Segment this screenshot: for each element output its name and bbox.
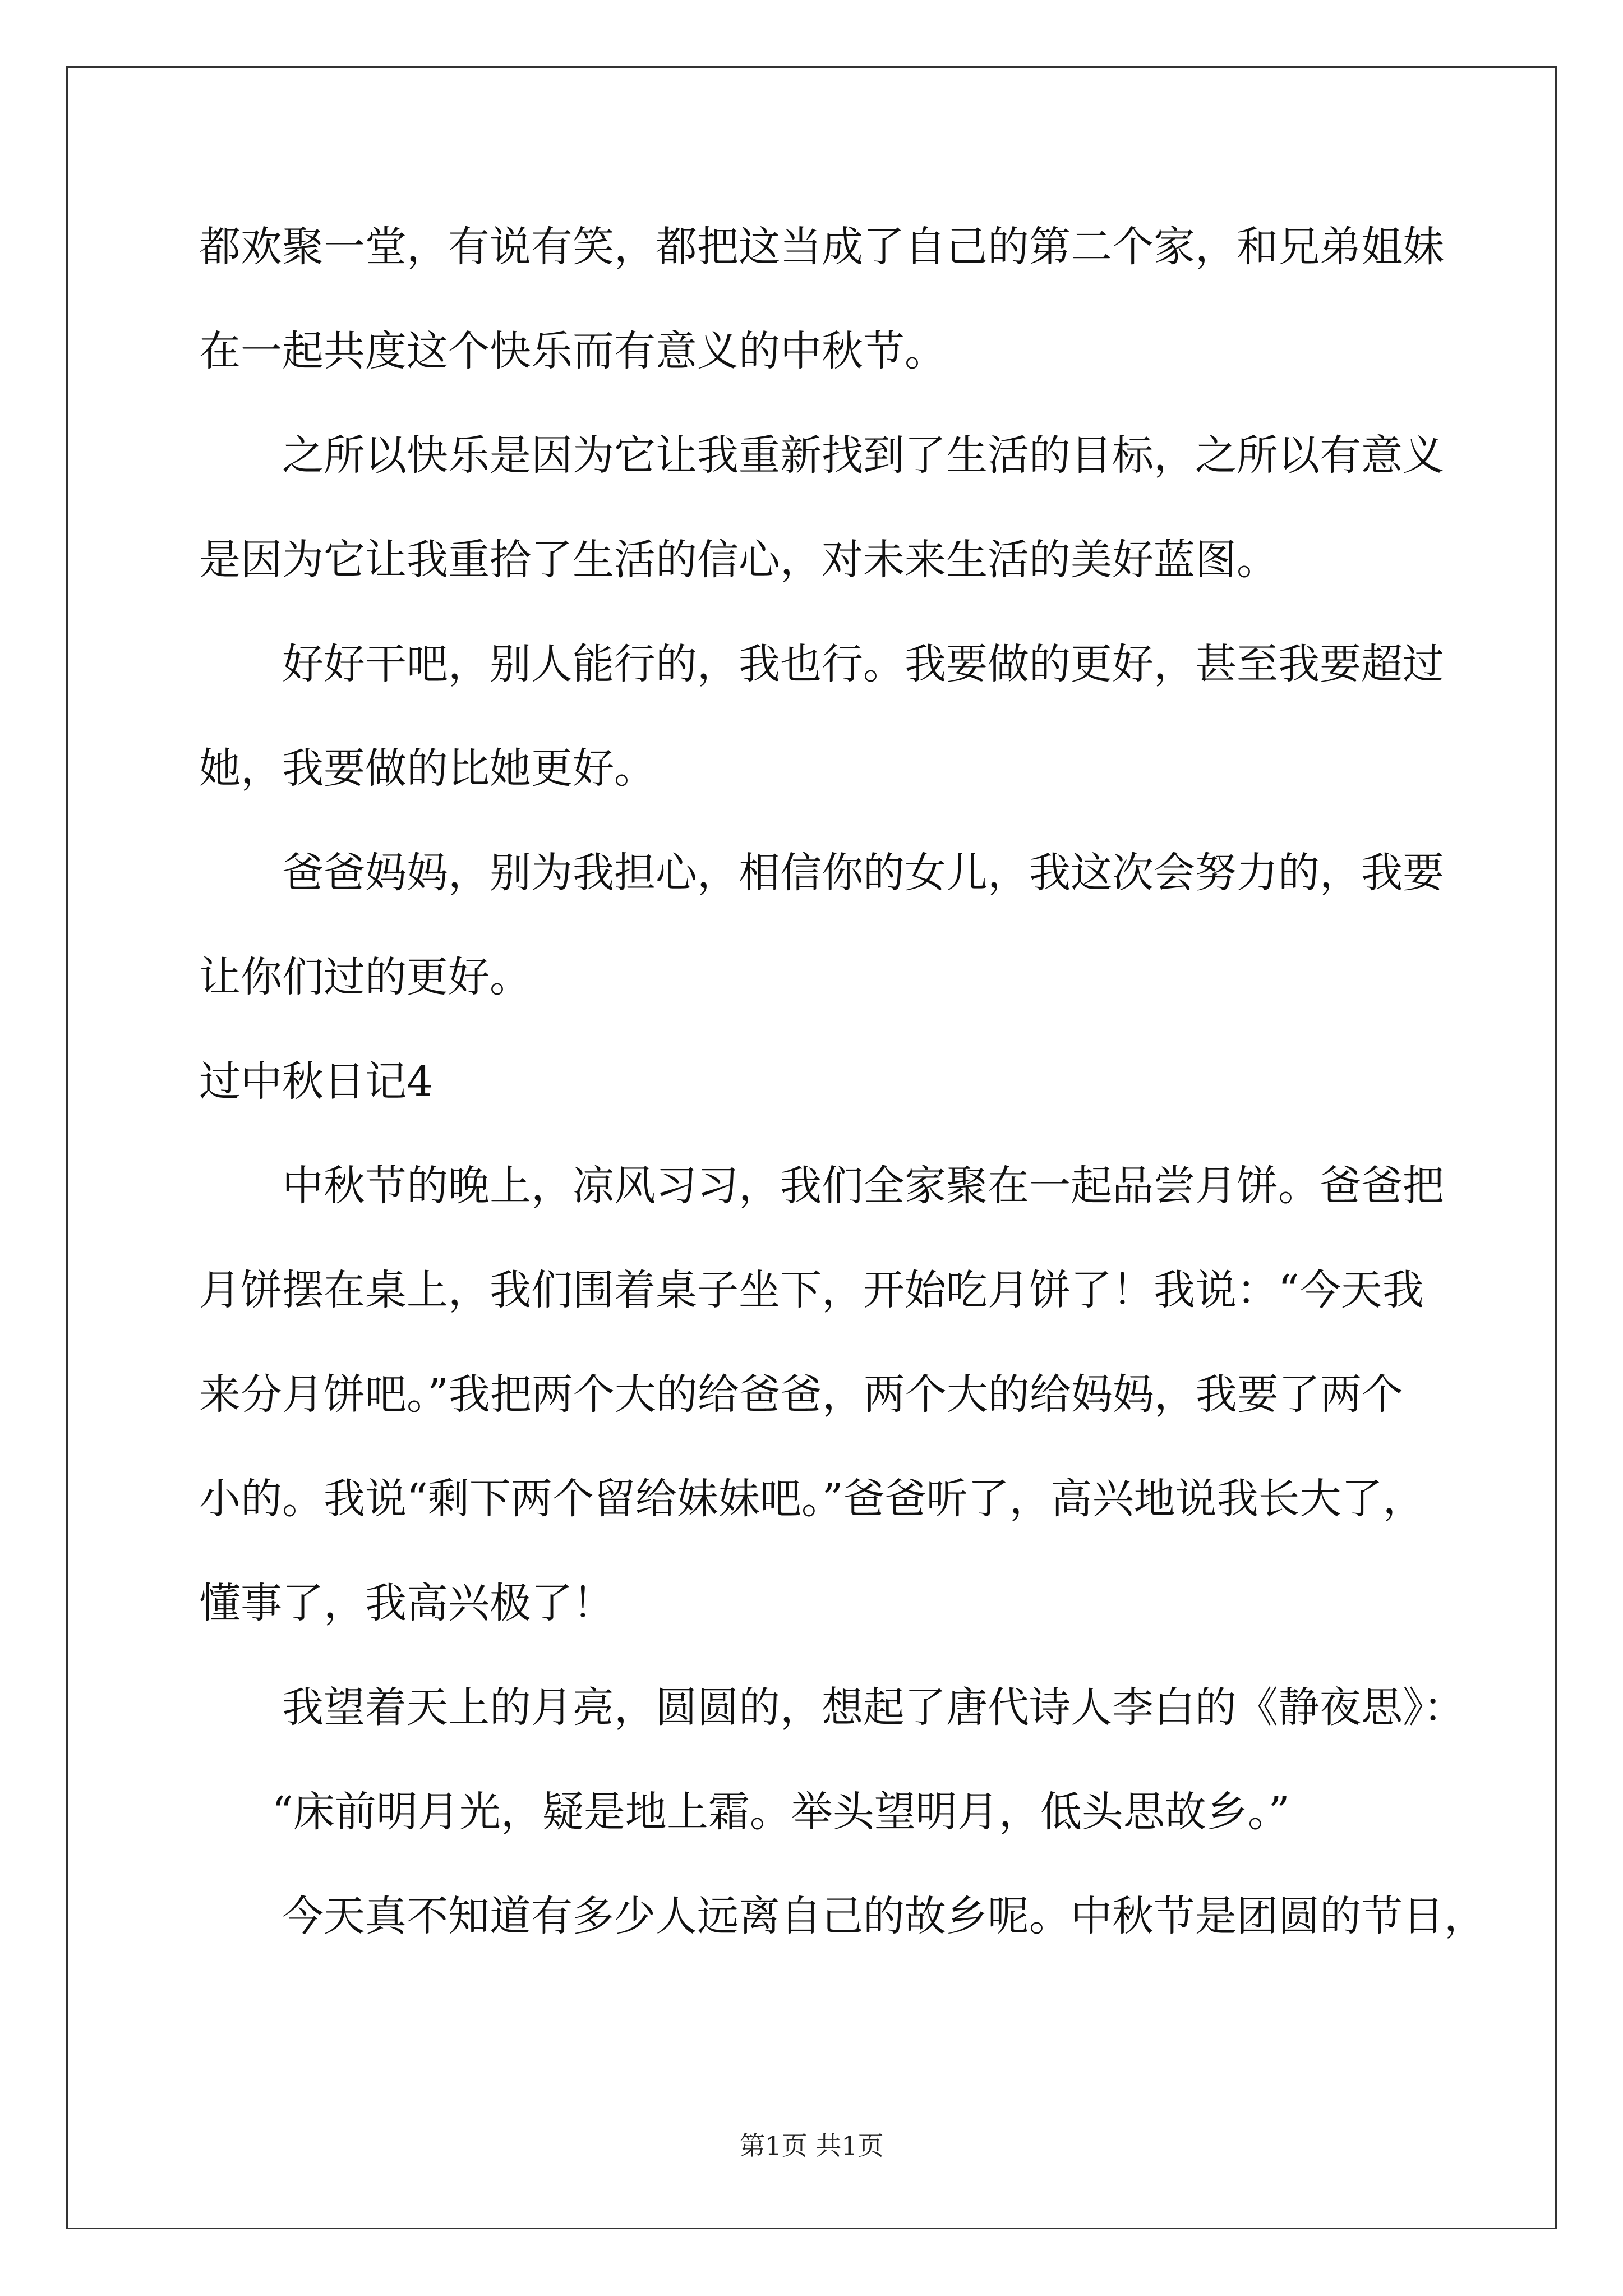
paragraph-start-line: 我望着天上的月亮，圆圆的，想起了唐代诗人李白的《静夜思》： [282, 1683, 1465, 1732]
paragraph-start-line: 爸爸妈妈，别为我担心，相信你的女儿，我这次会努力的，我要 [282, 849, 1444, 897]
paragraph-start-line: 好好干吧，别人能行的，我也行。我要做的更好，甚至我要超过 [282, 640, 1444, 688]
text-line: 是因为它让我重拾了生活的信心，对未来生活的美好蓝图。 [199, 536, 1278, 584]
text-line: 让你们过的更好。 [199, 953, 531, 1001]
paragraph-start-line: 中秋节的晚上，凉风习习，我们全家聚在一起品尝月饼。爸爸把 [282, 1162, 1444, 1210]
text-line: 懂事了，我高兴极了！ [199, 1579, 614, 1627]
text-line: 小的。我说“剩下两个留给妹妹吧。”爸爸听了，高兴地说我长大了， [199, 1475, 1424, 1523]
text-line: 在一起共度这个快乐而有意义的中秋节。 [199, 327, 946, 375]
paragraph-start-line: 之所以快乐是因为它让我重新找到了生活的目标，之所以有意义 [282, 431, 1444, 480]
paragraph-start-line: 今天真不知道有多少人远离自己的故乡呢。中秋节是团圆的节日， [282, 1892, 1486, 1940]
text-line: 她，我要做的比她更好。 [199, 744, 656, 793]
text-line: 月饼摆在桌上，我们围着桌子坐下，开始吃月饼了！我说：“今天我 [199, 1266, 1424, 1314]
page-footer: 第1页 共1页 [739, 2131, 884, 2161]
quote-line: “床前明月光，疑是地上霜。举头望明月，低头思故乡。” [272, 1788, 1290, 1836]
text-line: 来分月饼吧。”我把两个大的给爸爸，两个大的给妈妈，我要了两个 [199, 1370, 1403, 1419]
text-line: 都欢聚一堂，有说有笑，都把这当成了自己的第二个家，和兄弟姐妹 [199, 223, 1444, 271]
section-heading: 过中秋日记4 [199, 1057, 434, 1106]
